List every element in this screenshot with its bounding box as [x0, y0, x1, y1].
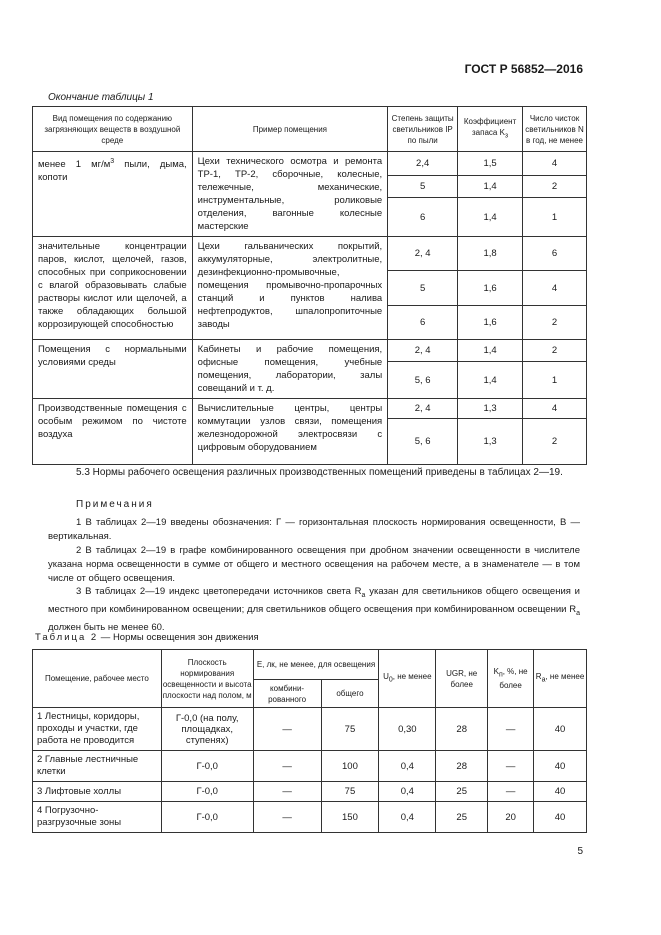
table2-header-kp: $K_п$, %, не более: [488, 650, 534, 708]
n-cell: 2: [523, 340, 587, 362]
ip-cell: 5: [388, 175, 458, 198]
table-row: [33, 340, 587, 362]
ugr-cell: 25: [436, 802, 488, 833]
note-1: 1 В таблицах 2—19 введены обозначения: Г — горизонтальная плоскость нормирования освещенности, В — вертикальная.: [48, 517, 580, 542]
table-row: [33, 399, 587, 419]
n-cell: 6: [523, 237, 587, 271]
room-cell: 2 Главные лестничные клетки: [33, 751, 162, 782]
table2-header-row: [33, 650, 587, 680]
k-cell: 1,6: [458, 271, 523, 306]
table-row: [33, 708, 587, 751]
table-row: [33, 751, 587, 782]
table2-header-general: общего: [321, 680, 379, 708]
room-type-cell: Производственные помещения с особым режимом по чистоте воздуха: [33, 399, 193, 465]
table2-header-room: Помещение, рабочее место: [33, 650, 162, 708]
ugr-cell: 28: [436, 708, 488, 751]
n-cell: 2: [523, 306, 587, 340]
page-number: 5: [577, 846, 583, 857]
ugr-cell: 25: [436, 782, 488, 802]
table2-header-plane: Плоскость нормирования освещенности и высота плоскости над полом, м: [161, 650, 253, 708]
ip-cell: 6: [388, 198, 458, 237]
plane-cell: Г-0,0: [161, 782, 253, 802]
notes-title: Примечания: [76, 499, 154, 510]
ip-cell: 2,4: [388, 152, 458, 176]
room-type-cell: значительные концентрации паров, кислот, щелочей, газов, способных при соприкосновении с влагой образовывать слабые растворы кислот или щелочей, а также обладающих большой коррозирующей способностью: [33, 237, 193, 340]
u0-cell: 0,4: [379, 751, 436, 782]
u0-cell: 0,4: [379, 802, 436, 833]
plane-cell: Г-0,0 (на полу, площадках, ступенях): [161, 708, 253, 751]
kp-cell: —: [488, 751, 534, 782]
n-cell: 1: [523, 198, 587, 237]
k-cell: 1,3: [458, 399, 523, 419]
room-cell: 4 Погрузочно-разгрузочные зоны: [33, 802, 162, 833]
room-example-cell: Цехи гальванических покрытий, аккумуляторные, электролитные, дезинфекционно-промывочные, помещения промывочно-пропарочных станций и пунктов налива нефтепродуктов, шпалопропиточные заводы: [192, 237, 388, 340]
kp-cell: —: [488, 708, 534, 751]
comb-cell: —: [253, 782, 321, 802]
k-cell: 1,3: [458, 419, 523, 465]
room-cell: 1 Лестницы, коридоры, проходы и участки, где работа не проводится: [33, 708, 162, 751]
general-cell: 75: [321, 708, 379, 751]
k-cell: 1,4: [458, 175, 523, 198]
note-2: 2 В таблицах 2—19 в графе комбинированного освещения при дробном значении освещенности в числителе указана норма освещенности в сумме от общего и местного освещения на рабочем месте, а в знаменателе — в том числе от общего освещения.: [48, 545, 580, 584]
table-row: [33, 802, 587, 833]
ip-cell: 2, 4: [388, 237, 458, 271]
ip-cell: 2, 4: [388, 340, 458, 362]
comb-cell: —: [253, 751, 321, 782]
table-row: [33, 152, 587, 176]
table1-header-k: Коэффициент запаса $K_з$: [458, 107, 523, 152]
table-row: [33, 782, 587, 802]
table1-header-example: Пример помещения: [192, 107, 388, 152]
ip-cell: 2, 4: [388, 399, 458, 419]
table1-header-type: Вид помещения по содержанию загрязняющих веществ в воздушной среде: [33, 107, 193, 152]
table2: [32, 649, 587, 833]
general-cell: 100: [321, 751, 379, 782]
room-type-cell: Помещения с нормальными условиями среды: [33, 340, 193, 399]
ip-cell: 5, 6: [388, 362, 458, 399]
room-type-cell: менее 1 $мг/м^3$ пыли, дыма, копоти: [33, 152, 193, 237]
n-cell: 2: [523, 419, 587, 465]
ra-cell: 40: [534, 708, 587, 751]
n-cell: 4: [523, 152, 587, 176]
table2-header-ugr: UGR, не более: [436, 650, 488, 708]
ra-cell: 40: [534, 751, 587, 782]
table2-header-u0: $U_0$, не менее: [379, 650, 436, 708]
plane-cell: Г-0,0: [161, 802, 253, 833]
table1-header-n: Число чисток светильников N в год, не менее: [523, 107, 587, 152]
room-example-cell: Цехи технического осмотра и ремонта ТР-1, ТР-2, сборочные, колесные, тележечные, механические, инструментальные, роликовые отделения, вагонные колесные мастерские: [192, 152, 388, 237]
kp-cell: 20: [488, 802, 534, 833]
table2-header-comb: комбини-рованного: [253, 680, 321, 708]
general-cell: 75: [321, 782, 379, 802]
n-cell: 4: [523, 271, 587, 306]
general-cell: 150: [321, 802, 379, 833]
k-cell: 1,6: [458, 306, 523, 340]
note-3: 3 В таблицах 2—19 индекс цветопередачи источников света $R_a$ указан для светильников общего освещения и местного при комбинированном освещении; для светильников общего освещения при комбинированном освещении $R_a$ должен быть не менее 60.: [48, 586, 580, 633]
k-cell: 1,4: [458, 362, 523, 399]
ra-cell: 40: [534, 802, 587, 833]
table1-caption: Окончание таблицы 1: [48, 92, 154, 103]
n-cell: 4: [523, 399, 587, 419]
document-code: ГОСТ Р 56852—2016: [464, 62, 583, 76]
table1-header-ip: Степень защиты светильников IP по пыли: [388, 107, 458, 152]
ugr-cell: 28: [436, 751, 488, 782]
ra-cell: 40: [534, 782, 587, 802]
u0-cell: 0,4: [379, 782, 436, 802]
ip-cell: 6: [388, 306, 458, 340]
k-cell: 1,5: [458, 152, 523, 176]
table2-caption: Таблица 2 — Нормы освещения зон движения: [35, 632, 259, 643]
k-cell: 1,4: [458, 198, 523, 237]
table-row: [33, 237, 587, 271]
u0-cell: 0,30: [379, 708, 436, 751]
comb-cell: —: [253, 708, 321, 751]
ip-cell: 5, 6: [388, 419, 458, 465]
room-cell: 3 Лифтовые холлы: [33, 782, 162, 802]
room-example-cell: Кабинеты и рабочие помещения, офисные помещения, учебные помещения, лаборатории, залы совещаний и т. д.: [192, 340, 388, 399]
kp-cell: —: [488, 782, 534, 802]
plane-cell: Г-0,0: [161, 751, 253, 782]
comb-cell: —: [253, 802, 321, 833]
paragraph-5-3: 5.3 Нормы рабочего освещения различных производственных помещений приведены в таблицах 2—19.: [76, 467, 563, 478]
n-cell: 2: [523, 175, 587, 198]
n-cell: 1: [523, 362, 587, 399]
ip-cell: 5: [388, 271, 458, 306]
k-cell: 1,4: [458, 340, 523, 362]
k-cell: 1,8: [458, 237, 523, 271]
table1: [32, 106, 587, 465]
room-example-cell: Вычислительные центры, центры коммутации узлов связи, помещения железнодорожной электросвязи с цифровым оборудованием: [192, 399, 388, 465]
table1-header-row: [33, 107, 587, 152]
table2-header-ra: $R_a$, не менее: [534, 650, 587, 708]
table2-header-e: E, лк, не менее, для освещения: [253, 650, 379, 680]
